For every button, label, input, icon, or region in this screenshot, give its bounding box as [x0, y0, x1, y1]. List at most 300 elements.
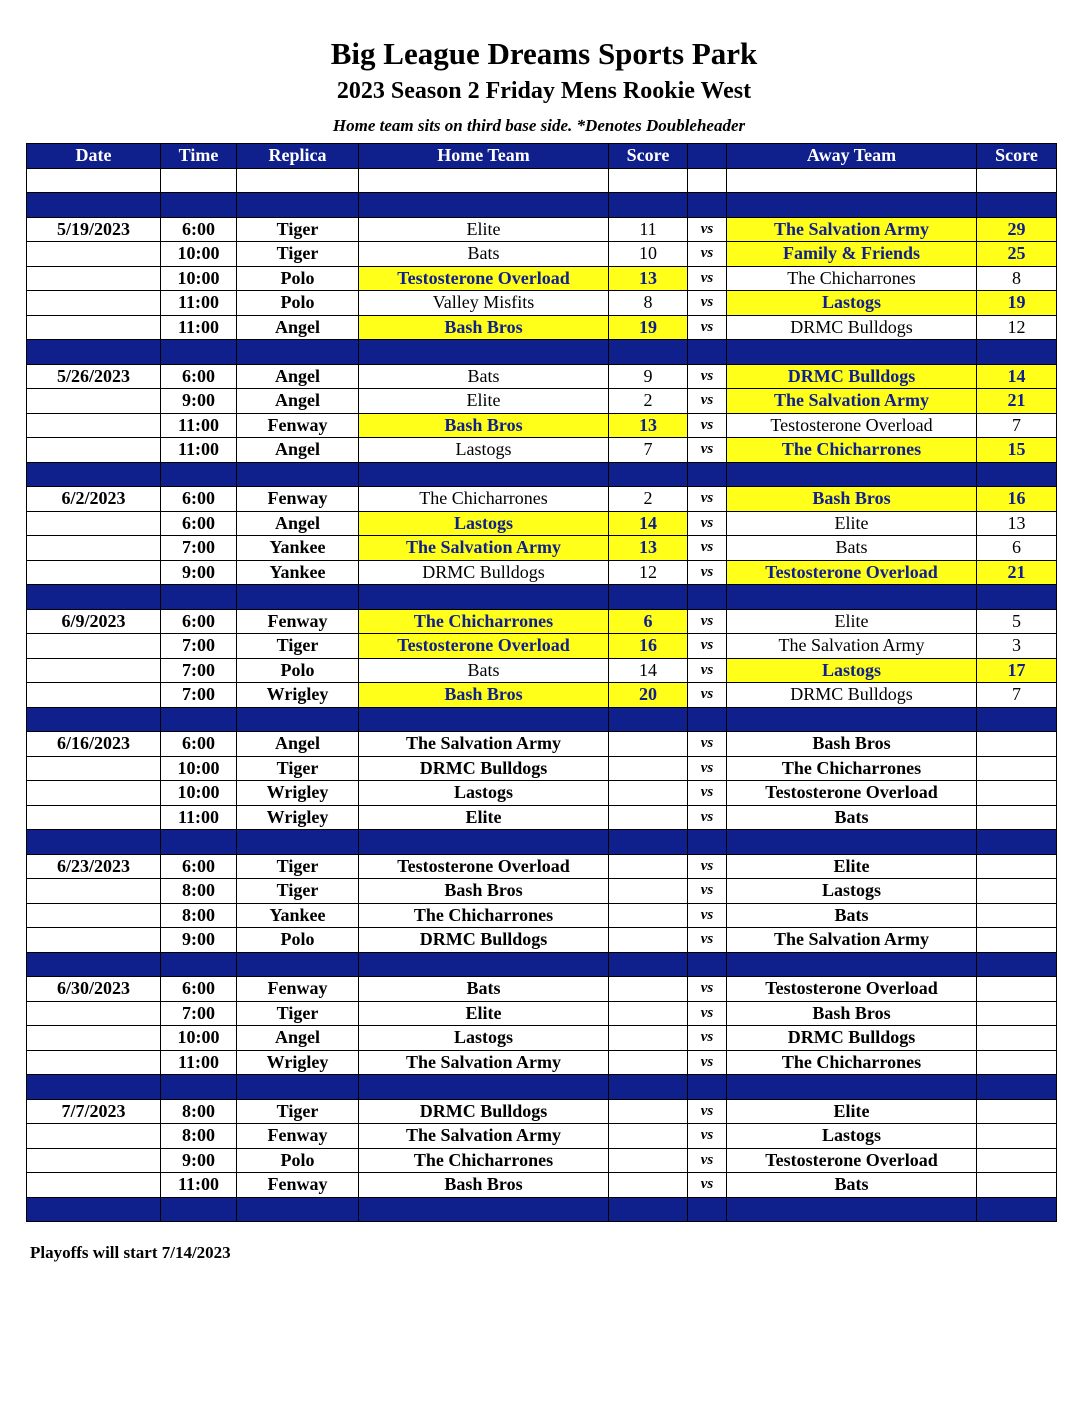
- game-time: 10:00: [161, 781, 237, 806]
- game-time: 6:00: [161, 511, 237, 536]
- game-replica: Tiger: [237, 756, 359, 781]
- away-team: DRMC Bulldogs: [727, 315, 977, 340]
- week-divider: [27, 193, 1057, 218]
- game-time: 10:00: [161, 242, 237, 267]
- game-row: [27, 781, 1057, 806]
- game-replica: Angel: [237, 364, 359, 389]
- home-score: [609, 1050, 688, 1075]
- home-score: [609, 1124, 688, 1149]
- vs-label: vs: [688, 413, 727, 438]
- vs-label: vs: [688, 903, 727, 928]
- home-team: The Salvation Army: [359, 1050, 609, 1075]
- game-date: [27, 756, 161, 781]
- game-row: [27, 1099, 1057, 1124]
- home-team: Testosterone Overload: [359, 634, 609, 659]
- away-team: Bats: [727, 805, 977, 830]
- away-score: [977, 732, 1057, 757]
- game-replica: Tiger: [237, 879, 359, 904]
- away-team: The Salvation Army: [727, 389, 977, 414]
- home-team: DRMC Bulldogs: [359, 560, 609, 585]
- game-replica: Fenway: [237, 977, 359, 1002]
- game-row: [27, 1124, 1057, 1149]
- week-divider-cell: [27, 1197, 161, 1222]
- week-divider-cell: [359, 830, 609, 855]
- game-date: [27, 389, 161, 414]
- home-team: Testosterone Overload: [359, 854, 609, 879]
- game-time: 10:00: [161, 756, 237, 781]
- away-score: [977, 977, 1057, 1002]
- week-divider-cell: [27, 1075, 161, 1100]
- week-divider-cell: [359, 193, 609, 218]
- away-team: The Chicharrones: [727, 1050, 977, 1075]
- game-time: 6:00: [161, 977, 237, 1002]
- game-replica: Polo: [237, 658, 359, 683]
- week-divider-cell: [688, 707, 727, 732]
- game-date: 5/26/2023: [27, 364, 161, 389]
- blank-row-cell: [27, 168, 161, 193]
- home-score: [609, 805, 688, 830]
- week-divider-cell: [161, 585, 237, 610]
- away-team: Elite: [727, 1099, 977, 1124]
- away-team: DRMC Bulldogs: [727, 1026, 977, 1051]
- game-time: 10:00: [161, 1026, 237, 1051]
- away-score: 13: [977, 511, 1057, 536]
- week-divider-cell: [237, 952, 359, 977]
- away-score: 25: [977, 242, 1057, 267]
- blank-row-cell: [237, 168, 359, 193]
- week-divider-cell: [237, 193, 359, 218]
- week-divider-cell: [609, 340, 688, 365]
- away-score: 8: [977, 266, 1057, 291]
- game-time: 6:00: [161, 364, 237, 389]
- game-time: 7:00: [161, 658, 237, 683]
- week-divider-cell: [359, 340, 609, 365]
- week-divider-cell: [688, 830, 727, 855]
- home-team: Elite: [359, 389, 609, 414]
- vs-label: vs: [688, 536, 727, 561]
- week-divider-cell: [688, 585, 727, 610]
- week-divider-cell: [727, 340, 977, 365]
- game-time: 9:00: [161, 560, 237, 585]
- vs-label: vs: [688, 487, 727, 512]
- home-score: 8: [609, 291, 688, 316]
- game-date: [27, 781, 161, 806]
- week-divider-cell: [977, 952, 1057, 977]
- game-replica: Angel: [237, 315, 359, 340]
- week-divider-cell: [237, 707, 359, 732]
- away-score: [977, 781, 1057, 806]
- home-score: 14: [609, 511, 688, 536]
- away-score: 6: [977, 536, 1057, 561]
- week-divider-cell: [161, 952, 237, 977]
- vs-label: vs: [688, 854, 727, 879]
- game-replica: Angel: [237, 732, 359, 757]
- game-time: 6:00: [161, 487, 237, 512]
- week-divider: [27, 707, 1057, 732]
- game-row: [27, 854, 1057, 879]
- week-divider: [27, 340, 1057, 365]
- week-divider-cell: [977, 1197, 1057, 1222]
- page-title: Big League Dreams Sports Park: [330, 36, 758, 71]
- game-time: 7:00: [161, 683, 237, 708]
- home-team: Bash Bros: [359, 879, 609, 904]
- week-divider-cell: [27, 462, 161, 487]
- blank-row-cell: [609, 168, 688, 193]
- week-divider-cell: [161, 1197, 237, 1222]
- game-row: [27, 609, 1057, 634]
- game-row: [27, 756, 1057, 781]
- home-score: [609, 879, 688, 904]
- game-date: [27, 634, 161, 659]
- week-divider-cell: [27, 952, 161, 977]
- game-row: [27, 683, 1057, 708]
- game-replica: Wrigley: [237, 781, 359, 806]
- col-header-date: Date: [27, 144, 161, 169]
- vs-label: vs: [688, 242, 727, 267]
- home-score: [609, 1173, 688, 1198]
- game-time: 6:00: [161, 732, 237, 757]
- home-score: 16: [609, 634, 688, 659]
- schedule-note: Home team sits on third base side. *Denotes Doubleheader: [332, 116, 746, 135]
- game-time: 7:00: [161, 1001, 237, 1026]
- week-divider-cell: [977, 462, 1057, 487]
- away-team: The Chicharrones: [727, 266, 977, 291]
- week-divider-cell: [688, 193, 727, 218]
- home-team: Elite: [359, 217, 609, 242]
- week-divider-cell: [727, 585, 977, 610]
- game-date: 6/16/2023: [27, 732, 161, 757]
- home-score: 13: [609, 266, 688, 291]
- away-score: [977, 1099, 1057, 1124]
- game-time: 11:00: [161, 1173, 237, 1198]
- week-divider-cell: [727, 193, 977, 218]
- game-replica: Tiger: [237, 854, 359, 879]
- vs-label: vs: [688, 879, 727, 904]
- away-score: 21: [977, 389, 1057, 414]
- blank-row: [27, 168, 1057, 193]
- game-date: [27, 560, 161, 585]
- game-time: 11:00: [161, 805, 237, 830]
- away-team: Lastogs: [727, 291, 977, 316]
- home-team: Bats: [359, 658, 609, 683]
- vs-label: vs: [688, 805, 727, 830]
- week-divider: [27, 952, 1057, 977]
- blank-row-cell: [161, 168, 237, 193]
- game-time: 7:00: [161, 634, 237, 659]
- home-score: 10: [609, 242, 688, 267]
- week-divider-cell: [161, 707, 237, 732]
- game-row: [27, 413, 1057, 438]
- col-header-away-score: Score: [977, 144, 1057, 169]
- game-replica: Tiger: [237, 1001, 359, 1026]
- away-score: 5: [977, 609, 1057, 634]
- game-replica: Angel: [237, 511, 359, 536]
- week-divider-cell: [609, 707, 688, 732]
- home-team: The Chicharrones: [359, 609, 609, 634]
- game-time: 11:00: [161, 413, 237, 438]
- home-team: The Chicharrones: [359, 1148, 609, 1173]
- away-score: 7: [977, 683, 1057, 708]
- week-divider-cell: [359, 585, 609, 610]
- away-team: Bats: [727, 903, 977, 928]
- week-divider-cell: [237, 585, 359, 610]
- home-team: DRMC Bulldogs: [359, 928, 609, 953]
- away-team: Testosterone Overload: [727, 560, 977, 585]
- away-score: [977, 1001, 1057, 1026]
- away-score: 21: [977, 560, 1057, 585]
- game-replica: Angel: [237, 438, 359, 463]
- game-replica: Wrigley: [237, 805, 359, 830]
- game-date: 7/7/2023: [27, 1099, 161, 1124]
- game-date: [27, 1050, 161, 1075]
- away-team: Testosterone Overload: [727, 1148, 977, 1173]
- game-replica: Fenway: [237, 487, 359, 512]
- home-team: Bash Bros: [359, 315, 609, 340]
- away-score: [977, 1148, 1057, 1173]
- home-score: 7: [609, 438, 688, 463]
- week-divider-cell: [27, 585, 161, 610]
- vs-label: vs: [688, 609, 727, 634]
- game-row: [27, 389, 1057, 414]
- game-date: [27, 1148, 161, 1173]
- week-divider-cell: [27, 340, 161, 365]
- game-row: [27, 658, 1057, 683]
- game-date: [27, 266, 161, 291]
- week-divider-cell: [688, 952, 727, 977]
- home-score: [609, 756, 688, 781]
- home-score: [609, 781, 688, 806]
- home-score: 20: [609, 683, 688, 708]
- vs-label: vs: [688, 634, 727, 659]
- game-time: 6:00: [161, 854, 237, 879]
- vs-label: vs: [688, 389, 727, 414]
- game-time: 10:00: [161, 266, 237, 291]
- away-score: 7: [977, 413, 1057, 438]
- schedule-table: [26, 143, 1057, 1222]
- game-time: 6:00: [161, 609, 237, 634]
- game-date: [27, 903, 161, 928]
- game-row: [27, 438, 1057, 463]
- blank-row-cell: [727, 168, 977, 193]
- week-divider-cell: [359, 952, 609, 977]
- game-date: [27, 928, 161, 953]
- home-team: Bash Bros: [359, 413, 609, 438]
- home-team: Bats: [359, 977, 609, 1002]
- game-row: [27, 1173, 1057, 1198]
- game-date: [27, 1173, 161, 1198]
- week-divider-cell: [977, 1075, 1057, 1100]
- week-divider-cell: [237, 340, 359, 365]
- home-score: 12: [609, 560, 688, 585]
- vs-label: vs: [688, 315, 727, 340]
- home-team: The Salvation Army: [359, 732, 609, 757]
- home-team: The Salvation Army: [359, 1124, 609, 1149]
- vs-label: vs: [688, 511, 727, 536]
- away-score: [977, 1124, 1057, 1149]
- blank-row-cell: [688, 168, 727, 193]
- week-divider-cell: [977, 707, 1057, 732]
- home-team: Elite: [359, 805, 609, 830]
- week-divider-cell: [727, 1075, 977, 1100]
- game-time: 8:00: [161, 879, 237, 904]
- game-date: 6/30/2023: [27, 977, 161, 1002]
- vs-label: vs: [688, 1148, 727, 1173]
- game-row: [27, 977, 1057, 1002]
- away-score: 17: [977, 658, 1057, 683]
- away-score: 15: [977, 438, 1057, 463]
- game-replica: Yankee: [237, 536, 359, 561]
- game-replica: Fenway: [237, 413, 359, 438]
- week-divider-cell: [161, 830, 237, 855]
- game-time: 11:00: [161, 438, 237, 463]
- vs-label: vs: [688, 1026, 727, 1051]
- blank-row-cell: [359, 168, 609, 193]
- page-subtitle: 2023 Season 2 Friday Mens Rookie West: [336, 78, 752, 104]
- away-score: 19: [977, 291, 1057, 316]
- game-date: [27, 1026, 161, 1051]
- week-divider-cell: [359, 1075, 609, 1100]
- game-time: 11:00: [161, 1050, 237, 1075]
- game-replica: Tiger: [237, 634, 359, 659]
- week-divider-cell: [609, 1197, 688, 1222]
- game-time: 11:00: [161, 291, 237, 316]
- week-divider-cell: [977, 340, 1057, 365]
- home-score: [609, 1001, 688, 1026]
- week-divider-cell: [727, 1197, 977, 1222]
- game-replica: Tiger: [237, 242, 359, 267]
- home-team: DRMC Bulldogs: [359, 1099, 609, 1124]
- game-row: [27, 634, 1057, 659]
- home-team: Lastogs: [359, 781, 609, 806]
- game-replica: Yankee: [237, 560, 359, 585]
- week-divider-cell: [237, 462, 359, 487]
- week-divider-cell: [609, 952, 688, 977]
- vs-label: vs: [688, 1124, 727, 1149]
- game-date: [27, 242, 161, 267]
- away-team: The Salvation Army: [727, 634, 977, 659]
- away-score: 29: [977, 217, 1057, 242]
- col-header-home-score: Score: [609, 144, 688, 169]
- away-team: Lastogs: [727, 879, 977, 904]
- vs-label: vs: [688, 1001, 727, 1026]
- game-replica: Tiger: [237, 1099, 359, 1124]
- home-score: [609, 928, 688, 953]
- home-team: Testosterone Overload: [359, 266, 609, 291]
- game-time: 8:00: [161, 903, 237, 928]
- week-divider: [27, 1197, 1057, 1222]
- game-replica: Polo: [237, 928, 359, 953]
- game-row: [27, 928, 1057, 953]
- game-row: [27, 879, 1057, 904]
- home-team: Bash Bros: [359, 683, 609, 708]
- away-team: DRMC Bulldogs: [727, 364, 977, 389]
- vs-label: vs: [688, 658, 727, 683]
- home-score: [609, 1148, 688, 1173]
- game-date: [27, 683, 161, 708]
- week-divider: [27, 1075, 1057, 1100]
- game-replica: Polo: [237, 291, 359, 316]
- week-divider-cell: [359, 1197, 609, 1222]
- schedule-body: [27, 168, 1057, 1222]
- game-replica: Fenway: [237, 1124, 359, 1149]
- home-team: Valley Misfits: [359, 291, 609, 316]
- game-row: [27, 291, 1057, 316]
- week-divider-cell: [161, 340, 237, 365]
- game-date: 6/23/2023: [27, 854, 161, 879]
- vs-label: vs: [688, 364, 727, 389]
- game-date: [27, 413, 161, 438]
- week-divider-cell: [609, 1075, 688, 1100]
- game-date: [27, 879, 161, 904]
- game-row: [27, 903, 1057, 928]
- week-divider-cell: [609, 193, 688, 218]
- game-date: 5/19/2023: [27, 217, 161, 242]
- away-score: [977, 756, 1057, 781]
- home-score: 9: [609, 364, 688, 389]
- game-time: 7:00: [161, 536, 237, 561]
- home-team: Lastogs: [359, 1026, 609, 1051]
- home-score: [609, 1099, 688, 1124]
- home-score: [609, 903, 688, 928]
- home-score: [609, 732, 688, 757]
- home-team: DRMC Bulldogs: [359, 756, 609, 781]
- vs-label: vs: [688, 977, 727, 1002]
- vs-label: vs: [688, 756, 727, 781]
- home-score: 2: [609, 389, 688, 414]
- away-team: Family & Friends: [727, 242, 977, 267]
- game-row: [27, 242, 1057, 267]
- home-team: Bash Bros: [359, 1173, 609, 1198]
- home-score: [609, 977, 688, 1002]
- away-team: Bash Bros: [727, 732, 977, 757]
- away-score: 14: [977, 364, 1057, 389]
- vs-label: vs: [688, 928, 727, 953]
- game-date: [27, 805, 161, 830]
- game-row: [27, 536, 1057, 561]
- game-replica: Polo: [237, 266, 359, 291]
- home-team: Bats: [359, 364, 609, 389]
- game-row: [27, 487, 1057, 512]
- week-divider-cell: [688, 1075, 727, 1100]
- away-team: The Salvation Army: [727, 928, 977, 953]
- away-team: Bash Bros: [727, 487, 977, 512]
- game-replica: Wrigley: [237, 683, 359, 708]
- week-divider-cell: [688, 1197, 727, 1222]
- game-row: [27, 1050, 1057, 1075]
- game-row: [27, 1001, 1057, 1026]
- week-divider-cell: [609, 585, 688, 610]
- week-divider-cell: [977, 193, 1057, 218]
- game-row: [27, 732, 1057, 757]
- away-team: Elite: [727, 854, 977, 879]
- vs-label: vs: [688, 217, 727, 242]
- week-divider: [27, 585, 1057, 610]
- game-date: [27, 438, 161, 463]
- home-team: Elite: [359, 1001, 609, 1026]
- game-date: [27, 658, 161, 683]
- game-date: 6/9/2023: [27, 609, 161, 634]
- away-score: [977, 1026, 1057, 1051]
- away-team: The Chicharrones: [727, 756, 977, 781]
- home-team: Bats: [359, 242, 609, 267]
- away-team: The Chicharrones: [727, 438, 977, 463]
- vs-label: vs: [688, 732, 727, 757]
- home-team: The Chicharrones: [359, 487, 609, 512]
- week-divider-cell: [727, 462, 977, 487]
- game-replica: Fenway: [237, 609, 359, 634]
- game-time: 9:00: [161, 389, 237, 414]
- header-row: [27, 144, 1057, 169]
